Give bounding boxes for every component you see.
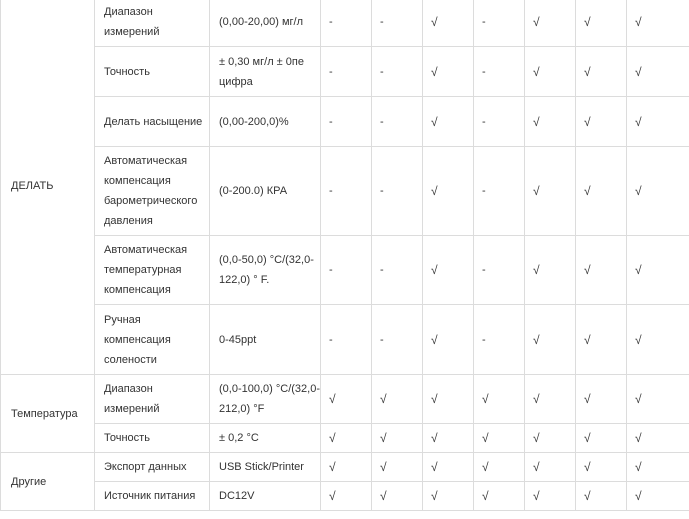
param-cell: Автоматическая температурная компенсация <box>95 236 210 305</box>
table-row <box>1 97 689 147</box>
mark-cell: √ <box>627 424 689 453</box>
mark-cell: √ <box>576 147 627 236</box>
value-cell: 0-45ppt <box>210 305 321 375</box>
value-cell: (0,00-20,00) мг/л <box>210 0 321 47</box>
spec-table-body <box>1 0 689 511</box>
mark-cell: - <box>474 97 525 147</box>
table-row <box>1 236 689 305</box>
param-cell: Ручная компенсация солености <box>95 305 210 375</box>
param-cell: Диапазон измерений <box>95 0 210 47</box>
mark-cell: √ <box>525 147 576 236</box>
param-cell: Делать насыщение <box>95 97 210 147</box>
table-row <box>1 47 689 97</box>
mark-cell: √ <box>627 0 689 47</box>
value-cell: (0-200.0) КРА <box>210 147 321 236</box>
mark-cell: √ <box>321 453 372 482</box>
mark-cell: √ <box>525 453 576 482</box>
mark-cell: √ <box>372 424 423 453</box>
mark-cell: √ <box>627 47 689 97</box>
mark-cell: - <box>321 47 372 97</box>
mark-cell: √ <box>474 482 525 511</box>
mark-cell: - <box>474 147 525 236</box>
mark-cell: √ <box>525 0 576 47</box>
mark-cell: √ <box>423 424 474 453</box>
value-cell: USB Stick/Printer <box>210 453 321 482</box>
mark-cell: √ <box>576 482 627 511</box>
table-row <box>1 453 689 482</box>
mark-cell: √ <box>423 375 474 424</box>
mark-cell: √ <box>423 147 474 236</box>
param-cell: Диапазон измерений <box>95 375 210 424</box>
param-cell: Автоматическая компенсация барометрического давления <box>95 147 210 236</box>
table-row <box>1 147 689 236</box>
mark-cell: √ <box>576 47 627 97</box>
value-cell: (0,00-200,0)% <box>210 97 321 147</box>
mark-cell: √ <box>576 305 627 375</box>
mark-cell: √ <box>525 375 576 424</box>
mark-cell: - <box>321 236 372 305</box>
mark-cell: √ <box>576 236 627 305</box>
mark-cell: √ <box>627 97 689 147</box>
mark-cell: - <box>474 0 525 47</box>
mark-cell: √ <box>423 482 474 511</box>
mark-cell: √ <box>372 482 423 511</box>
mark-cell: √ <box>525 424 576 453</box>
mark-cell: √ <box>321 375 372 424</box>
mark-cell: √ <box>321 482 372 511</box>
mark-cell: √ <box>627 482 689 511</box>
mark-cell: √ <box>372 375 423 424</box>
group-cell: Температура <box>1 375 95 453</box>
table-row <box>1 424 689 453</box>
value-cell: (0,0-100,0) °С/(32,0-212,0) °F <box>210 375 321 424</box>
mark-cell: - <box>474 47 525 97</box>
mark-cell: √ <box>423 47 474 97</box>
mark-cell: √ <box>525 97 576 147</box>
value-cell: DC12V <box>210 482 321 511</box>
table-row <box>1 305 689 375</box>
mark-cell: √ <box>423 453 474 482</box>
mark-cell: √ <box>423 236 474 305</box>
mark-cell: √ <box>627 375 689 424</box>
param-cell: Экспорт данных <box>95 453 210 482</box>
mark-cell: √ <box>627 236 689 305</box>
param-cell: Точность <box>95 424 210 453</box>
mark-cell: √ <box>627 305 689 375</box>
mark-cell: - <box>372 236 423 305</box>
mark-cell: - <box>321 0 372 47</box>
value-cell: ± 0,30 мг/л ± 0пе цифра <box>210 47 321 97</box>
param-cell: Источник питания <box>95 482 210 511</box>
param-cell: Точность <box>95 47 210 97</box>
mark-cell: √ <box>321 424 372 453</box>
mark-cell: - <box>321 97 372 147</box>
table-row <box>1 0 689 47</box>
mark-cell: √ <box>576 0 627 47</box>
mark-cell: √ <box>525 236 576 305</box>
table-row <box>1 482 689 511</box>
mark-cell: √ <box>576 375 627 424</box>
mark-cell: - <box>372 97 423 147</box>
mark-cell: - <box>372 305 423 375</box>
mark-cell: √ <box>627 453 689 482</box>
mark-cell: - <box>474 236 525 305</box>
mark-cell: √ <box>525 47 576 97</box>
mark-cell: √ <box>576 97 627 147</box>
mark-cell: √ <box>525 482 576 511</box>
group-cell: ДЕЛАТЬ <box>1 0 95 375</box>
mark-cell: √ <box>423 0 474 47</box>
mark-cell: √ <box>474 424 525 453</box>
mark-cell: √ <box>474 453 525 482</box>
mark-cell: - <box>372 47 423 97</box>
mark-cell: √ <box>423 305 474 375</box>
mark-cell: - <box>474 305 525 375</box>
mark-cell: √ <box>576 453 627 482</box>
value-cell: ± 0,2 °С <box>210 424 321 453</box>
mark-cell: - <box>372 0 423 47</box>
mark-cell: √ <box>525 305 576 375</box>
table-row <box>1 375 689 424</box>
mark-cell: - <box>321 147 372 236</box>
group-cell: Другие <box>1 453 95 511</box>
mark-cell: √ <box>474 375 525 424</box>
mark-cell: √ <box>627 147 689 236</box>
mark-cell: √ <box>576 424 627 453</box>
mark-cell: - <box>372 147 423 236</box>
mark-cell: - <box>321 305 372 375</box>
value-cell: (0,0-50,0) °С/(32,0-122,0) ° F. <box>210 236 321 305</box>
mark-cell: √ <box>372 453 423 482</box>
mark-cell: √ <box>423 97 474 147</box>
